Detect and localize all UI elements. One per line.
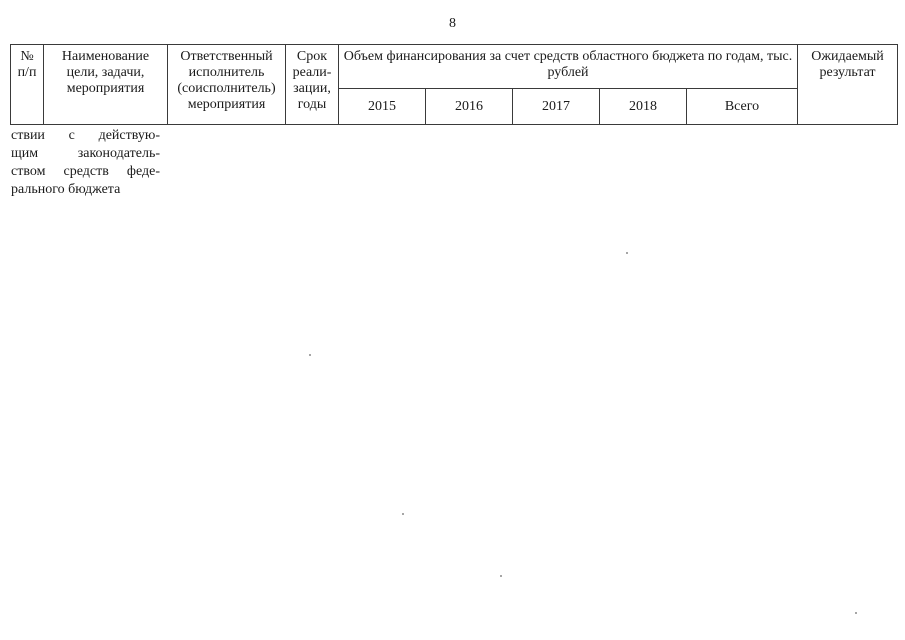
financing-table-header [10,44,898,125]
header-number: № п/п [11,45,44,125]
scan-speck [309,354,311,356]
header-name: Наименование цели, задачи, мероприятия [44,45,168,125]
text-line: щим законодатель- [11,146,160,161]
scan-speck [402,513,404,515]
header-total: Всего [687,89,798,125]
header-year-2018: 2018 [600,89,687,125]
continued-text-fragment [11,127,160,199]
page-number: 8 [449,16,456,31]
header-result: Ожидаемый результат [798,45,898,125]
text-line: рального бюджета [11,182,121,197]
text-line: ством средств феде- [11,164,160,179]
scan-speck [626,252,628,254]
header-year-2015: 2015 [339,89,426,125]
header-term: Срок реали-зации, годы [286,45,339,125]
header-financing: Объем финансирования за счет средств областного бюджета по годам, тыс. рублей [339,45,798,89]
scan-speck [855,612,857,614]
header-responsible: Ответственный исполнитель (соисполнитель) мероприятия [168,45,286,125]
header-year-2016: 2016 [426,89,513,125]
header-year-2017: 2017 [513,89,600,125]
scan-speck [500,575,502,577]
text-line: ствии с действую- [11,128,160,143]
